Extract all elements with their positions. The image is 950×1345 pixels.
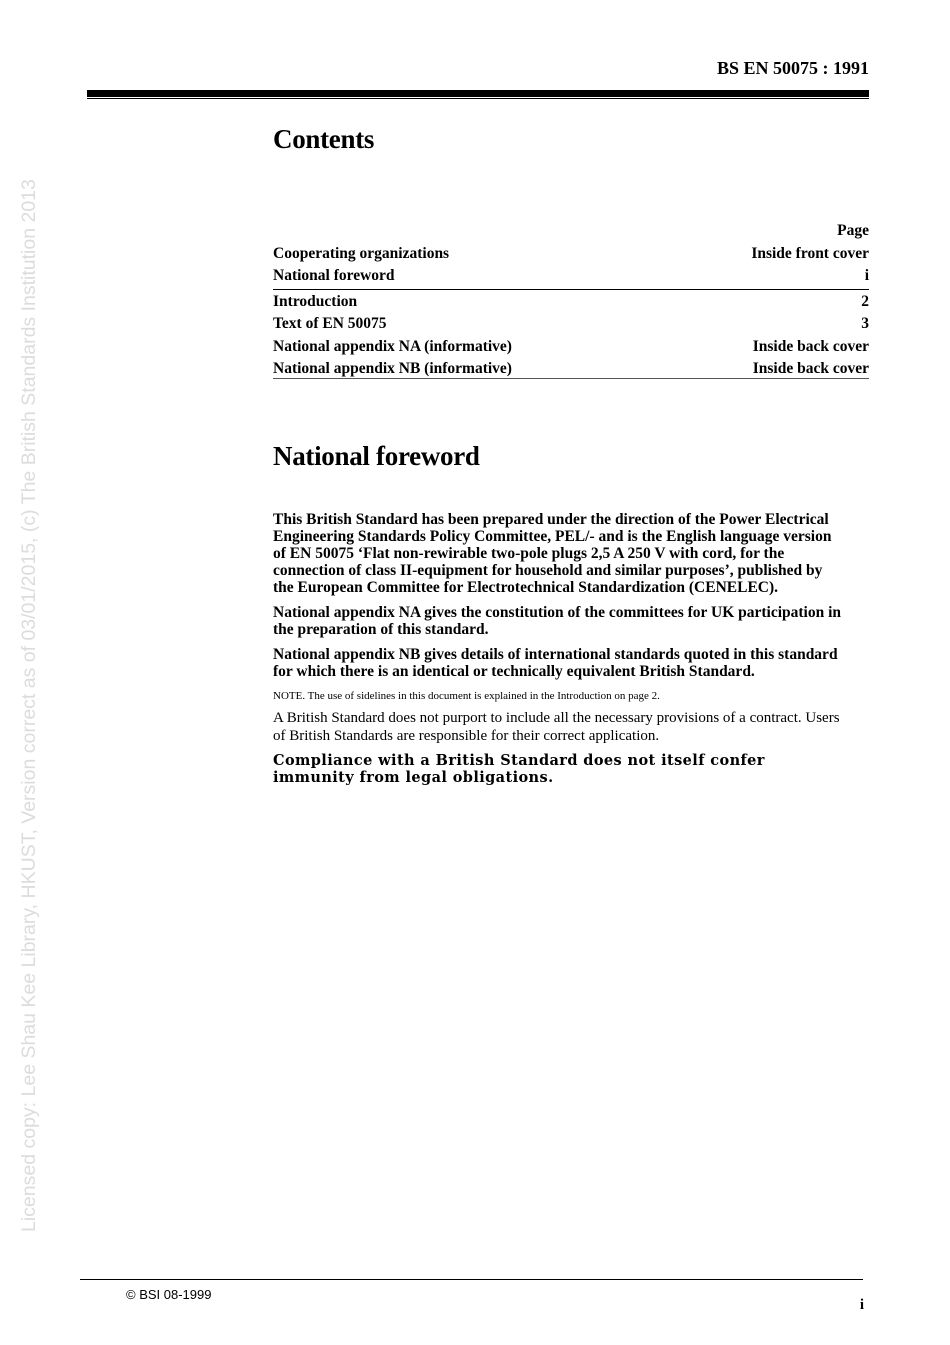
foreword-paragraph-2: National appendix NA gives the constitution of the committees for UK participation in the preparation of this standard.: [273, 604, 842, 638]
toc-entry[interactable]: [273, 336, 869, 359]
table-of-contents: [273, 220, 869, 381]
disclaimer-paragraph: A British Standard does not purport to include all the necessary provisions of a contract. Users of British Standards are responsible for their correct application.: [273, 710, 840, 744]
foreword-body: [273, 511, 843, 786]
toc-entry-page: Inside front cover: [751, 244, 869, 262]
toc-entry-page: Inside back cover: [752, 360, 869, 377]
toc-entry[interactable]: [273, 291, 869, 314]
sideline-note: NOTE. The use of sidelines in this document is explained in the Introduction on page 2.: [273, 690, 660, 702]
toc-entry-title: National appendix NB (informative): [273, 360, 512, 377]
toc-entry-title: Introduction: [273, 292, 358, 310]
header-rule-thick: [87, 90, 869, 97]
toc-entry[interactable]: [273, 243, 869, 266]
toc-entry-page: i: [864, 267, 869, 284]
toc-divider: [273, 289, 869, 290]
toc-entry-title: Text of EN 50075: [273, 315, 387, 332]
copyright-notice: © BSI 08-1999: [126, 1287, 212, 1302]
toc-entry-title: National appendix NA (informative): [273, 337, 512, 355]
toc-header-row: [273, 220, 869, 243]
toc-entry-page: Inside back cover: [752, 337, 869, 355]
compliance-statement: Compliance with a British Standard does not itself confer immunity from legal obligations.: [273, 752, 765, 786]
toc-entry[interactable]: [273, 313, 869, 336]
toc-entry-page: 3: [861, 315, 869, 332]
license-watermark: Licensed copy: Lee Shau Kee Library, HKUST, Version correct as of 03/01/2015, (c) The British Standards Institution 2013: [18, 179, 40, 1232]
toc-entry-page: 2: [861, 292, 869, 310]
footer-rule: [80, 1279, 863, 1280]
toc-entry-title: National foreword: [273, 267, 395, 284]
toc-entry[interactable]: [273, 265, 869, 288]
toc-end-rule: [273, 378, 869, 379]
standard-code: BS EN 50075 : 1991: [716, 58, 869, 78]
toc-entry-title: Cooperating organizations: [273, 244, 450, 262]
foreword-paragraph-3: National appendix NB gives details of international standards quoted in this standard for which there is an identical or technically equivalent British Standard.: [273, 646, 838, 680]
header-rule-thin: [87, 98, 869, 99]
page-number: i: [859, 1297, 864, 1313]
foreword-paragraph-1: This British Standard has been prepared under the direction of the Power Electrical Engineering Standards Policy Committee, PEL/- and is the English language version of EN 50075 ‘Flat non-rewirable two-pole plugs 2,5 A 250 V with cord, for the connection of class II-equipment for household and similar purposes’, published by the European Committee for Electrotechnical Standardization (CENELEC).: [273, 511, 832, 596]
foreword-heading: National foreword: [273, 441, 480, 471]
toc-page-label: Page: [837, 222, 869, 239]
contents-heading: Contents: [273, 124, 375, 154]
